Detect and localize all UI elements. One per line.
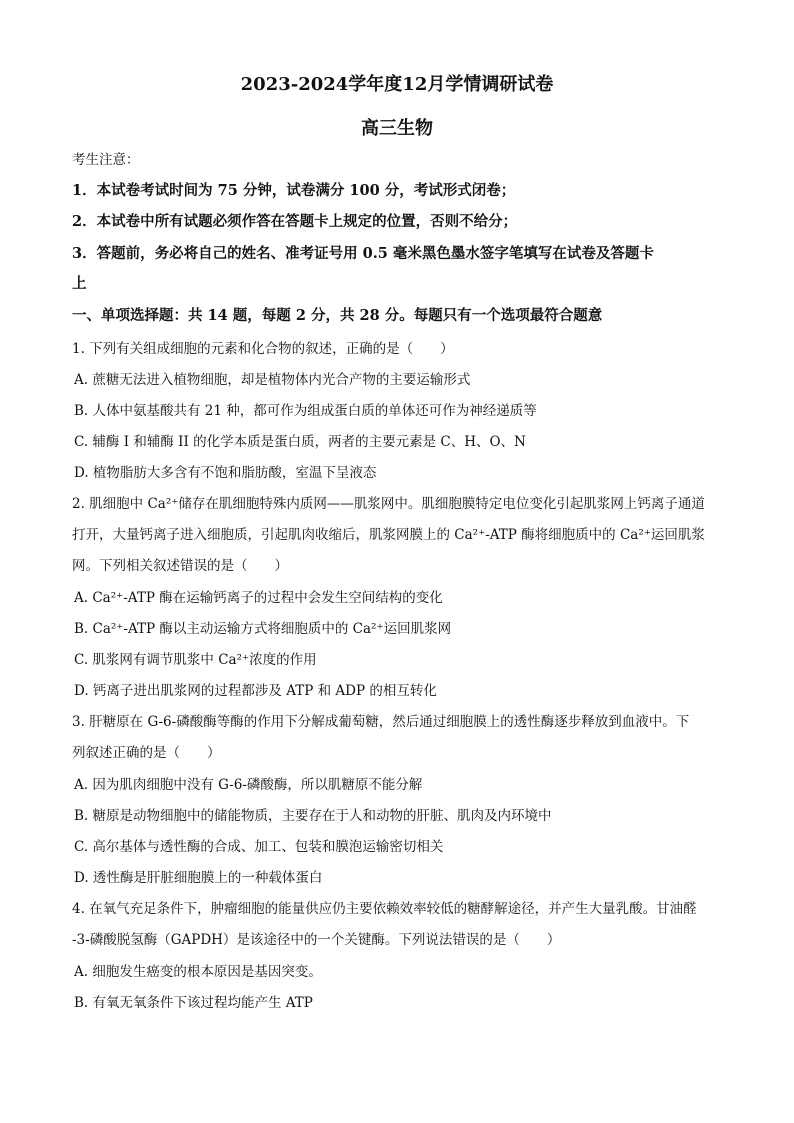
question-4-option-a: A. 细胞发生癌变的根本原因是基因突变。 (74, 964, 322, 980)
question-4-stem-line-1: 4. 在氧气充足条件下，肿瘤细胞的能量供应仍主要依赖效率较低的糖酵解途径，并产生大量乳酸。甘油醛 (72, 901, 697, 917)
notice-item-3-continued: 上 (72, 275, 87, 292)
question-3-stem-line-1: 3. 肝糖原在 G-6-磷酸酶等酶的作用下分解成葡萄糖，然后通过细胞膜上的透性酶逐步释放到血液中。下 (72, 714, 690, 730)
question-2-option-b: B. Ca²⁺-ATP 酶以主动运输方式将细胞质中的 Ca²⁺运回肌浆网 (74, 621, 452, 637)
exam-title: 2023-2024学年度12月学情调研试卷 (240, 74, 554, 95)
notice-item-1: 1．本试卷考试时间为 75 分钟，试卷满分 100 分，考试形式闭卷； (72, 182, 516, 199)
question-3-option-a: A. 因为肌肉细胞中没有 G-6-磷酸酶，所以肌糖原不能分解 (74, 777, 423, 793)
question-1-stem: 1. 下列有关组成细胞的元素和化合物的叙述，正确的是（ ） (72, 341, 454, 357)
question-1-option-b: B. 人体中氨基酸共有 21 种，都可作为组成蛋白质的单体还可作为神经递质等 (74, 403, 537, 419)
question-1-option-a: A. 蔗糖无法进入植物细胞，却是植物体内光合产物的主要运输形式 (74, 372, 471, 388)
question-2-option-d: D. 钙离子进出肌浆网的过程都涉及 ATP 和 ADP 的相互转化 (74, 683, 437, 699)
question-3-stem-line-2: 列叙述正确的是（ ） (72, 745, 221, 761)
section-heading: 一、单项选择题：共 14 题，每题 2 分，共 28 分。每题只有一个选项最符合题意 (72, 307, 603, 324)
question-2-stem-line-1: 2. 肌细胞中 Ca²⁺储存在肌细胞特殊内质网——肌浆网中。肌细胞膜特定电位变化引起肌浆网上钙离子通道 (72, 496, 705, 512)
question-2-option-c: C. 肌浆网有调节肌浆中 Ca²⁺浓度的作用 (74, 652, 317, 668)
question-2-stem-line-2: 打开，大量钙离子进入细胞质，引起肌肉收缩后，肌浆网膜上的 Ca²⁺-ATP 酶将细胞质中的 Ca²⁺运回肌浆 (72, 527, 705, 543)
question-1-option-d: D. 植物脂肪大多含有不饱和脂肪酸，室温下呈液态 (74, 465, 377, 481)
question-3-option-c: C. 高尔基体与透性酶的合成、加工、包装和膜泡运输密切相关 (74, 839, 444, 855)
question-4-option-b: B. 有氧无氧条件下该过程均能产生 ATP (74, 995, 313, 1011)
question-2-option-a: A. Ca²⁺-ATP 酶在运输钙离子的过程中会发生空间结构的变化 (74, 590, 443, 606)
notice-item-3: 3．答题前，务必将自己的姓名、准考证号用 0.5 毫米黑色墨水签字笔填写在试卷及答题卡 (72, 245, 654, 262)
question-2-stem-line-3: 网。下列相关叙述错误的是（ ） (72, 558, 288, 574)
notice-item-2: 2．本试卷中所有试题必须作答在答题卡上规定的位置，否则不给分； (72, 213, 518, 230)
question-4-stem-line-2: -3-磷酸脱氢酶（GAPDH）是该途径中的一个关键酶。下列说法错误的是（ ） (72, 932, 561, 948)
question-3-option-d: D. 透性酶是肝脏细胞膜上的一种载体蛋白 (74, 870, 323, 886)
exam-subject: 高三生物 (361, 118, 433, 139)
question-1-option-c: C. 辅酶 I 和辅酶 II 的化学本质是蛋白质，两者的主要元素是 C、H、O、N (74, 434, 526, 450)
notice-heading: 考生注意： (72, 152, 140, 168)
question-3-option-b: B. 糖原是动物细胞中的储能物质，主要存在于人和动物的肝脏、肌肉及内环境中 (74, 808, 552, 824)
